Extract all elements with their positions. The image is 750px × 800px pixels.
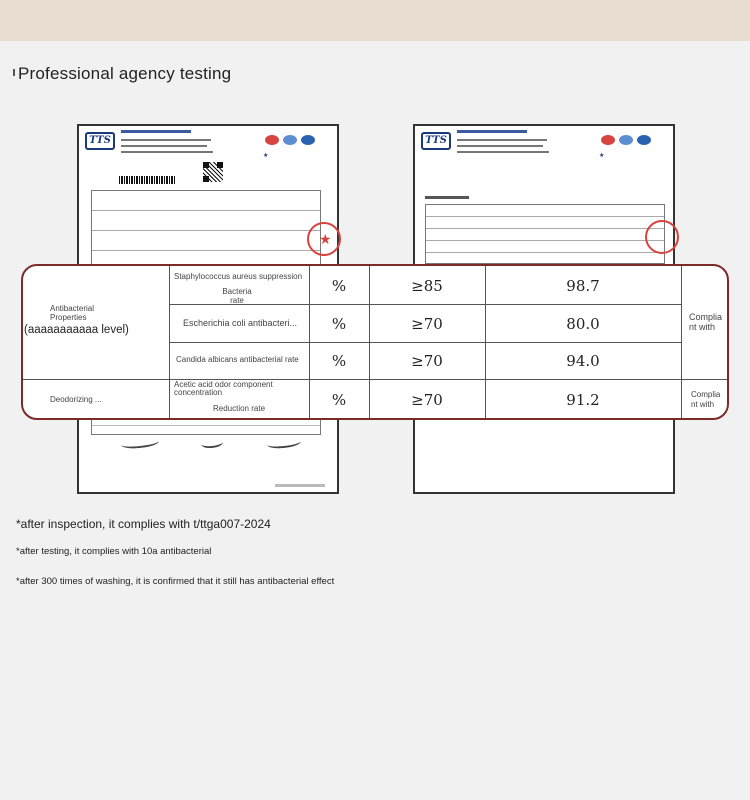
star-icon: ★ xyxy=(263,153,269,159)
heading-tick-mark xyxy=(13,69,15,76)
unit-cell: % xyxy=(331,315,347,333)
verdict-cell: Complia nt with xyxy=(689,312,723,332)
note-line: *after testing, it complies with 10a antibacterial xyxy=(16,546,212,557)
standard-cell: ≥70 xyxy=(411,352,443,370)
ilac-logo-icon xyxy=(619,135,633,145)
test-item-name: Acetic acid odor component concentration xyxy=(174,380,273,397)
test-item-sub: Reduction rate xyxy=(212,404,266,413)
column-divider xyxy=(169,266,170,420)
org-sub-line xyxy=(121,139,211,141)
certification-logos xyxy=(601,132,667,144)
signature-1 xyxy=(121,436,160,450)
header-band xyxy=(0,0,750,41)
test-item-sub: Bacteria rate xyxy=(222,287,252,305)
row-divider xyxy=(169,342,681,343)
test-results-table xyxy=(21,264,729,420)
report-form-fields xyxy=(91,190,321,270)
cnas-logo-icon xyxy=(301,135,315,145)
category-antibacterial: Antibacterial Properties xyxy=(50,304,95,322)
org-name-line xyxy=(457,130,527,133)
category-level-note: (aaaaaaaaaaa level) xyxy=(24,324,129,336)
standard-cell: ≥70 xyxy=(411,391,443,409)
column-divider xyxy=(681,266,682,420)
note-line: *after 300 times of washing, it is confirmed that it still has antibacterial effect xyxy=(16,576,335,587)
org-sub-line xyxy=(457,139,547,141)
org-sub-line xyxy=(121,151,213,153)
qr-code-icon xyxy=(203,162,223,182)
certification-logos xyxy=(265,132,331,144)
barcode-icon xyxy=(119,176,175,184)
signature-2 xyxy=(201,437,224,449)
cma-logo-icon xyxy=(601,135,615,145)
official-seal-icon: ★ xyxy=(307,222,341,256)
org-sub-line xyxy=(457,151,549,153)
unit-cell: % xyxy=(331,352,347,370)
unit-cell: % xyxy=(331,391,347,409)
verdict-cell: Complia nt with xyxy=(691,390,721,409)
testing-agency-logo: TTS xyxy=(85,132,115,150)
test-item-name: Escherichia coli antibacteri... xyxy=(183,318,298,328)
star-icon: ★ xyxy=(599,153,605,159)
result-cell: 91.2 xyxy=(566,391,600,409)
report-footer-mark xyxy=(275,484,325,487)
official-seal-icon xyxy=(645,220,679,254)
result-cell: 80.0 xyxy=(566,315,600,333)
standard-cell: ≥85 xyxy=(411,277,443,295)
test-item-name: Candida albicans antibacterial rate xyxy=(176,355,299,364)
result-cell: 98.7 xyxy=(566,277,600,295)
standard-cell: ≥70 xyxy=(411,315,443,333)
org-sub-line xyxy=(457,145,543,147)
cma-logo-icon xyxy=(265,135,279,145)
unit-cell: % xyxy=(331,277,347,295)
testing-agency-logo: TTS xyxy=(421,132,451,150)
ilac-logo-icon xyxy=(283,135,297,145)
signature-3 xyxy=(267,436,302,449)
category-deodorizing: Deodorizing ... xyxy=(50,395,102,404)
note-line: *after inspection, it complies with t/ttga007-2024 xyxy=(16,517,271,531)
org-name-line xyxy=(121,130,191,133)
report-header xyxy=(421,128,669,168)
report-number-line xyxy=(425,196,469,199)
section-title: Professional agency testing xyxy=(18,64,232,83)
cnas-logo-icon xyxy=(637,135,651,145)
result-cell: 94.0 xyxy=(566,352,600,370)
report-result-table xyxy=(425,204,665,264)
row-divider xyxy=(23,379,729,380)
test-item-name: Staphylococcus aureus suppression xyxy=(174,272,303,281)
org-sub-line xyxy=(121,145,207,147)
